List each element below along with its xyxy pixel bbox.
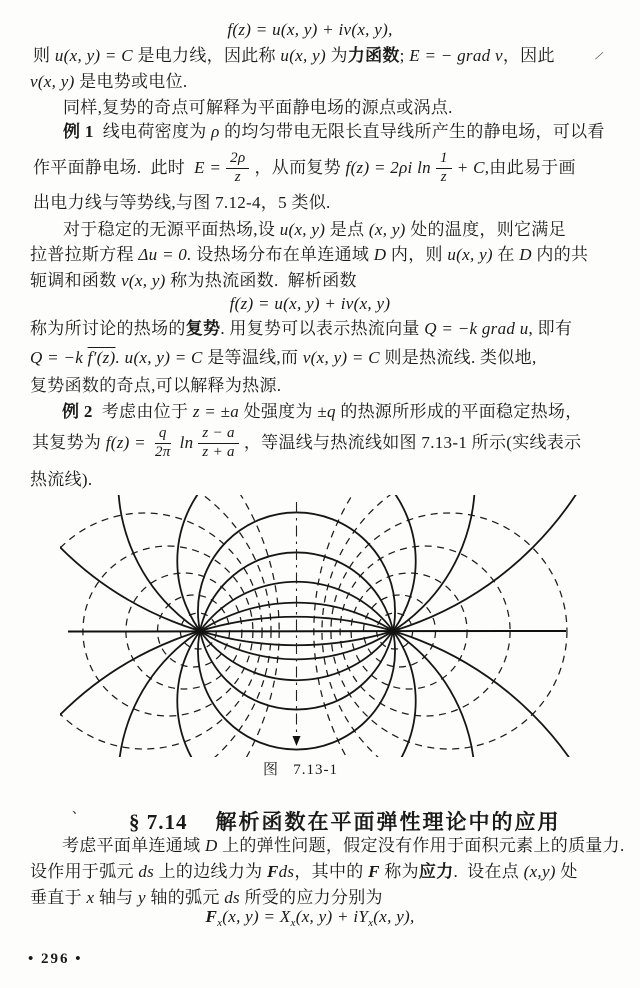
section-title: 解析函数在平面弹性理论中的应用 [215,810,561,834]
para-line: 轭调和函数 v(x, y) 称为热流函数. 解析函数 [30,271,357,290]
para-line: Q = −k f′(z). u(x, y) = C 是等温线,而 v(x, y) = C 则是热流线. 类似地, [30,348,537,367]
figure-caption: 图 7.13-1 [263,762,338,778]
figure-7-13-1 [60,495,580,757]
scan-artifact-mark: 、 [72,801,86,816]
example-2-line: 例 2 考虑由位于 z = ±a 处强度为 ±q 的热源所形成的平面稳定热场， [62,402,583,421]
page-number: • 296 • [28,951,83,967]
para-line: 同样,复势的奇点可解释为平面静电场的源点或涡点. [63,98,453,117]
formula-complex-potential-heat: f(z) = u(x, y) + iv(x, y) [229,294,391,313]
example-1-line: 例 1 线电荷密度为 ρ 的均匀带电无限长直导线所产生的静电场，可以看 [63,122,605,141]
para-line: 对于稳定的无源平面热场,设 u(x, y) 是点 (x, y) 处的温度，则它满足 [63,220,566,239]
para-line: 拉普拉斯方程 Δu = 0. 设热场分布在单连通域 D 内，则 u(x, y) 在 D 内的共 [30,245,589,264]
para-line: 设作用于弧元 ds 上的边线力为 Fds，其中的 F 称为应力. 设在点 (x,y) 处 [30,862,578,881]
para-line: v(x, y) 是电势或电位. [30,72,188,91]
para-line: 考虑平面单连通域 D 上的弹性问题，假定没有作用于面积元素上的质量力. [62,836,625,855]
para-line: 垂直于 x 轴与 y 轴的弧元 ds 所受的应力分别为 [30,888,383,907]
para-line-with-fractions: 其复势为 f(z) = $\frac{q}{2\pi}$ ln $\frac{z - a}{z + a}$ ，等温线与热流线如图 7.13-1 所示(实线表示 [32,425,582,460]
section-number: § 7.14 [129,810,188,834]
formula-stress-components: $F_x(x$, $y) = X_x(x$, $y) + iY_x(x$, y), [205,907,415,929]
para-line: 称为所讨论的热场的复势. 用复势可以表示热流向量 Q = −k grad u, 即有 [30,319,573,338]
para-line: 复势函数的奇点,可以解释为热源. [30,376,282,395]
para-line: 热流线). [30,470,93,489]
scan-artifact-mark: ∕ [596,47,602,64]
para-line: 则 u(x, y) = C 是电力线，因此称 u(x, y) 为力函数; E = − grad v，因此 [33,46,555,65]
para-line-with-fractions: 作平面静电场. 此时 E = $\frac{2\rho}{z}$ ，从而复势 f(z) = 2ρi ln $\frac{1}{z}$ + C ,由此易于画 [33,150,576,185]
field-line-diagram [60,495,580,757]
para-line: 出电力线与等势线,与图 7.12-4，5 类似. [33,193,331,212]
formula-complex-potential-top: f(z) = u(x, y) + iv(x, y), [227,20,393,39]
